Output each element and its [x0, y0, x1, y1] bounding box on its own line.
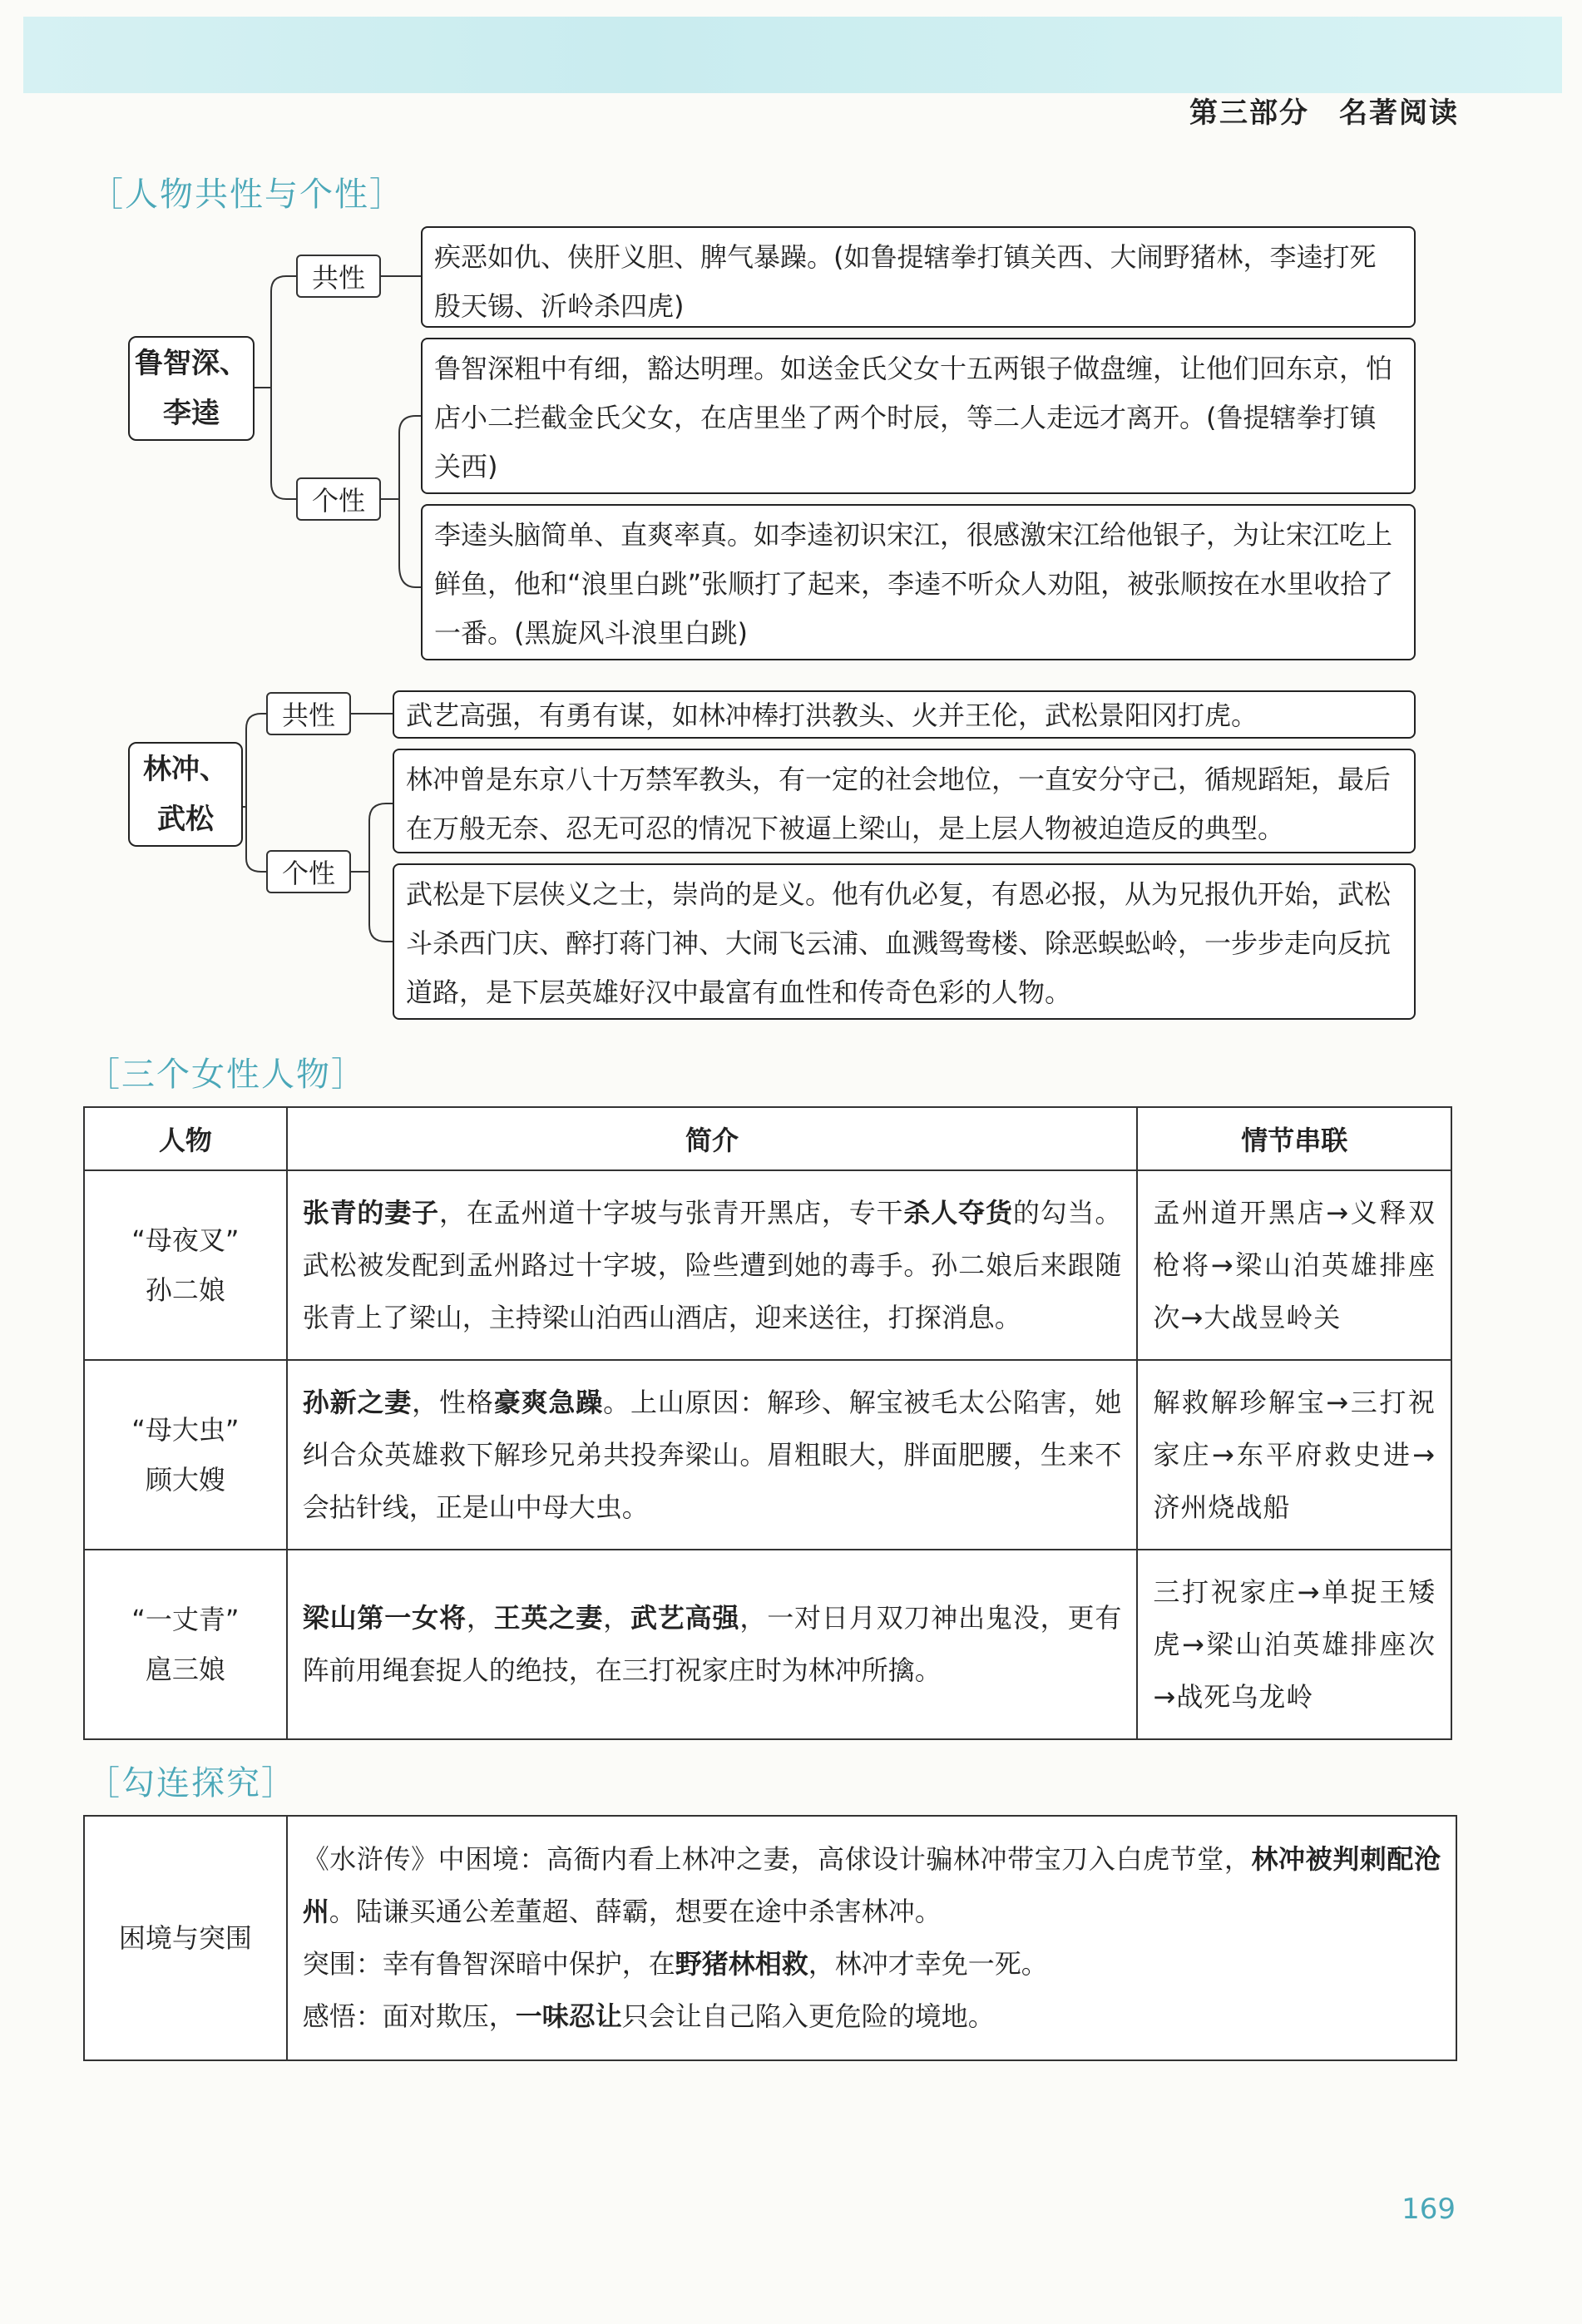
intro-cell: 张青的妻子，在孟州道十字坡与张青开黑店，专干杀人夺货的勾当。武松被发配到孟州路过十字坡，险些遭到她的毒手。孙二娘后来跟随张青上了梁山，主持梁山泊西山酒店，迎来送往，打探消息。 — [287, 1170, 1138, 1360]
table-row — [84, 1360, 1451, 1550]
character-name: 扈三娘 — [145, 1654, 225, 1685]
pair-name-line1: 鲁智深、 — [135, 347, 248, 380]
explore-paragraph-3: 感悟：面对欺压，一味忍让只会让自己陷入更危险的境地。 — [302, 2000, 995, 2032]
header-intro: 简介 — [287, 1107, 1138, 1170]
header-character: 人物 — [84, 1107, 287, 1170]
explore-table — [83, 1815, 1457, 2061]
pair-name-line1: 林冲、 — [143, 753, 228, 786]
pair-name-line2: 李逵 — [163, 397, 220, 430]
individual-trait-li: 李逵头脑简单、直爽率真。如李逵初识宋江，很感激宋江给他银子，为让宋江吃上鲜鱼，他和“浪里白跳”张顺打了起来，李逵不听众人劝阻，被张顺按在水里收拾了一番。(黑旋风斗浪里白跳) — [421, 504, 1416, 660]
plot-cell: 孟州道开黑店→义释双枪将→梁山泊英雄排座次→大战昱岭关 — [1137, 1170, 1451, 1360]
page-header: 第三部分 名著阅读 — [1189, 96, 1459, 130]
individual-trait-lin: 林冲曾是东京八十万禁军教头，有一定的社会地位，一直安分守己，循规蹈矩，最后在万般无奈、忍无可忍的情况下被逼上梁山，是上层人物被迫造反的典型。 — [393, 749, 1416, 853]
explore-paragraph-2: 突围：幸有鲁智深暗中保护，在野猪林相救，林冲才幸免一死。 — [302, 1948, 1048, 1980]
plot-cell: 三打祝家庄→单捉王矮虎→梁山泊英雄排座次→战死乌龙岭 — [1137, 1550, 1451, 1739]
section-title-women: ［三个女性人物］ — [87, 1056, 366, 1094]
common-trait-text: 武艺高强，有勇有谋，如林冲棒打洪教头、火并王伦，武松景阳冈打虎。 — [393, 690, 1416, 739]
character-pair-lu-li — [128, 336, 255, 441]
women-characters-table — [83, 1106, 1452, 1740]
table-header-row — [84, 1107, 1451, 1170]
nickname: “母大虫” — [131, 1414, 240, 1446]
individual-trait-label: 个性 — [296, 477, 381, 521]
intro-cell: 孙新之妻，性格豪爽急躁。上山原因：解珍、解宝被毛太公陷害，她纠合众英雄救下解珍兄弟共投奔梁山。眉粗眼大，胖面肥腰，生来不会拈针线，正是山中母大虫。 — [287, 1360, 1138, 1550]
pair-name-line2: 武松 — [157, 803, 214, 836]
explore-paragraph-1: 《水浒传》中困境：高衙内看上林冲之妻，高俅设计骗林冲带宝刀入白虎节堂，林冲被判刺配沧州。陆谦买通公差董超、薛霸，想要在途中杀害林冲。 — [302, 1843, 1441, 1927]
character-name: 孙二娘 — [145, 1274, 225, 1306]
character-pair-lin-wu — [128, 742, 243, 847]
individual-trait-label: 个性 — [266, 850, 351, 893]
common-trait-label: 共性 — [266, 692, 351, 735]
common-trait-text: 疾恶如仇、侠肝义胆、脾气暴躁。(如鲁提辖拳打镇关西、大闹野猪林，李逵打死殷天锡、沂岭杀四虎) — [421, 226, 1416, 328]
explore-label: 困境与突围 — [84, 1816, 287, 2060]
nickname: “母夜叉” — [131, 1224, 240, 1256]
plot-cell: 解救解珍解宝→三打祝家庄→东平府救史进→济州烧战船 — [1137, 1360, 1451, 1550]
common-trait-label: 共性 — [296, 255, 381, 298]
intro-cell: 梁山第一女将，王英之妻，武艺高强，一对日月双刀神出鬼没，更有阵前用绳套捉人的绝技，在三打祝家庄时为林冲所擒。 — [287, 1550, 1138, 1739]
individual-trait-wu: 武松是下层侠义之士，崇尚的是义。他有仇必复，有恩必报，从为兄报仇开始，武松斗杀西门庆、醉打蒋门神、大闹飞云浦、血溅鸳鸯楼、除恶蜈蚣岭，一步步走向反抗道路，是下层英雄好汉中最富有血性和传奇色彩的人物。 — [393, 863, 1416, 1020]
page-number: 169 — [1402, 2193, 1456, 2226]
character-cell — [84, 1170, 287, 1360]
character-name: 顾大嫂 — [145, 1464, 225, 1496]
section-title-explore: ［勾连探究］ — [87, 1764, 296, 1802]
nickname: “一丈青” — [131, 1604, 240, 1635]
explore-content — [287, 1816, 1456, 2060]
individual-trait-lu: 鲁智深粗中有细，豁达明理。如送金氏父女十五两银子做盘缠，让他们回东京，怕店小二拦截金氏父女，在店里坐了两个时辰，等二人走远才离开。(鲁提辖拳打镇关西) — [421, 338, 1416, 494]
table-row — [84, 1550, 1451, 1739]
section-title-traits: ［人物共性与个性］ — [90, 176, 404, 214]
header-plot: 情节串联 — [1137, 1107, 1451, 1170]
character-cell — [84, 1550, 287, 1739]
table-row — [84, 1170, 1451, 1360]
character-cell — [84, 1360, 287, 1550]
